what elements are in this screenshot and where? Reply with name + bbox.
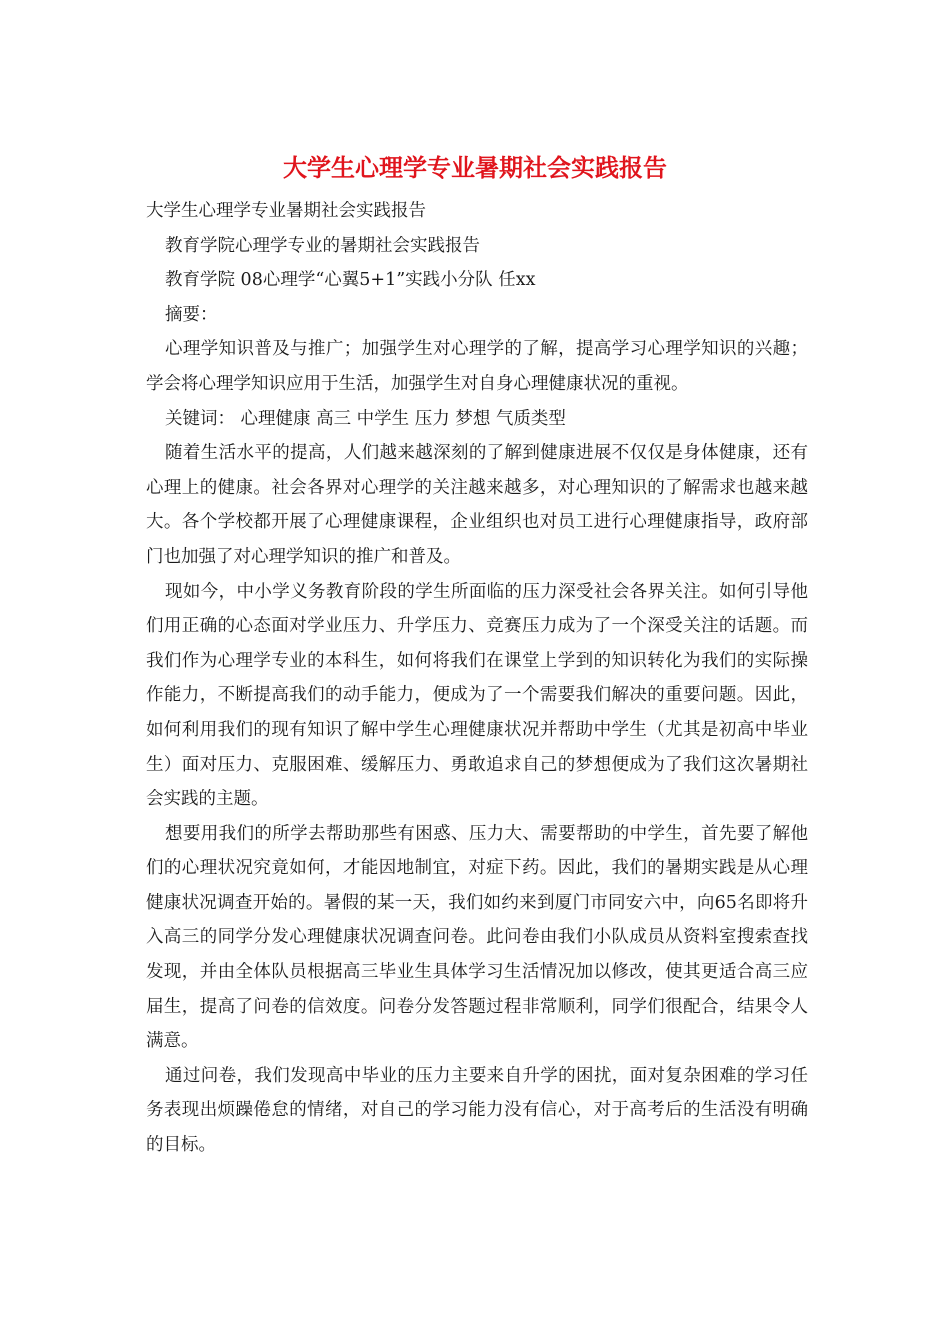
paragraph-subtitle: 教育学院心理学专业的暑期社会实践报告 xyxy=(165,235,480,256)
paragraph-heading-repeat: 大学生心理学专业暑期社会实践报告 xyxy=(146,201,426,221)
paragraph-author: 教育学院 08心理学“心翼5+1”实践小分队 任xx xyxy=(165,270,536,291)
paragraph-body-3: 想要用我们的所学去帮助那些有困惑、压力大、需要帮助的中学生，首先要了解他们的心理状况究竟如何，才能因地制宜，对症下药。因此，我们的暑期实践是从心理健康状况调查开始的。暑假的某一天，我们如约来到厦门市同安六中，向65名即将升入高三的同学分发心理健康状况调查问卷。此问卷由我们小队成员从资料室搜索查找发现，并由全体队员根据高三毕业生具体学习生活情况加以修改，使其更适合高三应届生，提高了问卷的信效度。问卷分发答题过程非常顺利，同学们很配合，结果令人满意。 xyxy=(146,823,808,1052)
paragraph-keywords: 关键词： 心理健康 高三 中学生 压力 梦想 气质类型 xyxy=(165,408,566,429)
document-body xyxy=(146,194,808,1163)
paragraph-body-1: 随着生活水平的提高，人们越来越深刻的了解到健康进展不仅仅是身体健康，还有心理上的健康。社会各界对心理学的关注越来越多，对心理知识的了解需求也越来越大。各个学校都开展了心理健康课程，企业组织也对员工进行心理健康指导，政府部门也加强了对心理学知识的推广和普及。 xyxy=(146,443,808,567)
paragraph-body-4: 通过问卷，我们发现高中毕业的压力主要来自升学的困扰，面对复杂困难的学习任务表现出烦躁倦怠的情绪，对自己的学习能力没有信心，对于高考后的生活没有明确的目标。 xyxy=(146,1065,808,1156)
paragraph-body-2: 现如今，中小学义务教育阶段的学生所面临的压力深受社会各界关注。如何引导他们用正确的心态面对学业压力、升学压力、竞赛压力成为了一个深受关注的话题。而我们作为心理学专业的本科生，如何将我们在课堂上学到的知识转化为我们的实际操作能力，不断提高我们的动手能力，便成为了一个需要我们解决的重要问题。因此，如何利用我们的现有知识了解中学生心理健康状况并帮助中学生（尤其是初高中毕业生）面对压力、克服困难、缓解压力、勇敢追求自己的梦想便成为了我们这次暑期社会实践的主题。 xyxy=(146,581,808,810)
document-title: 大学生心理学专业暑期社会实践报告 xyxy=(283,153,667,182)
paragraph-abstract: 心理学知识普及与推广；加强学生对心理学的了解，提高学习心理学知识的兴趣；学会将心理学知识应用于生活，加强学生对自身心理健康状况的重视。 xyxy=(146,339,808,394)
paragraph-abstract-label: 摘要： xyxy=(165,304,218,325)
